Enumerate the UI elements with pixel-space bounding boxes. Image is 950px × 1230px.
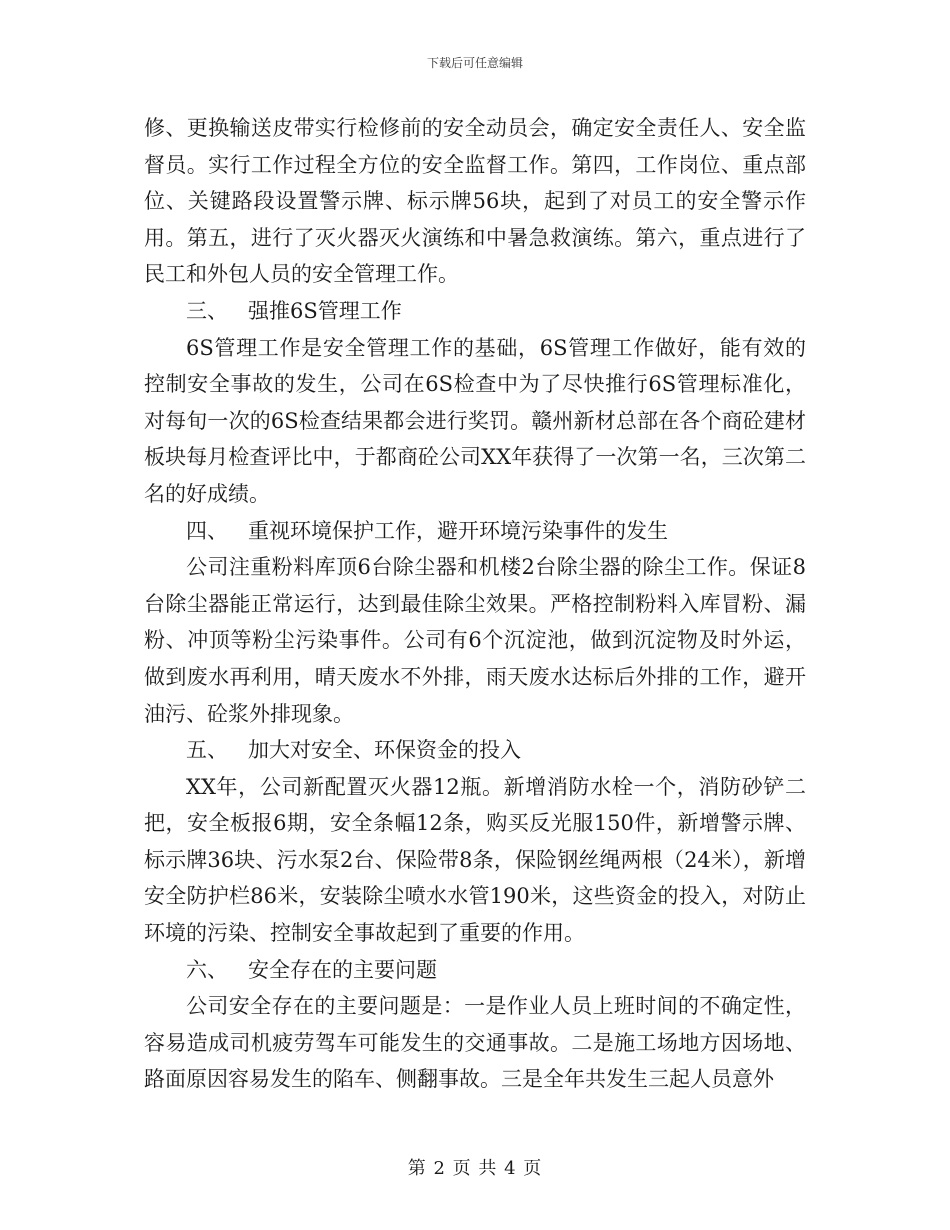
section-title: 强推6S管理工作	[248, 298, 402, 323]
section-heading-4	[144, 513, 806, 550]
section-title: 重视环境保护工作，避开环境污染事件的发生	[248, 518, 668, 543]
page-footer: 第 2 页 共 4 页	[407, 1158, 543, 1179]
section-title: 安全存在的主要问题	[248, 957, 437, 982]
section-number: 六、	[186, 957, 228, 982]
paragraph: 公司注重粉料库顶6台除尘器和机楼2台除尘器的除尘工作。保证8台除尘器能正常运行，达到最佳除尘效果。严格控制粉料入库冒粉、漏粉、冲顶等粉尘污染事件。公司有6个沉淀池，做到沉淀物及时外运，做到废水再利用，晴天废水不外排，雨天废水达标后外排的工作，避开油污、砼浆外排现象。	[144, 555, 806, 726]
section-number: 三、	[186, 298, 228, 323]
paragraph-continued: 修、更换输送皮带实行检修前的安全动员会，确定安全责任人、安全监督员。实行工作过程全方位的安全监督工作。第四，工作岗位、重点部位、关键路段设置警示牌、标示牌56块，起到了对员工的安全警示作用。第五，进行了灭火器灭火演练和中暑急救演练。第六，重点进行了民工和外包人员的安全管理工作。	[144, 116, 806, 287]
section-title: 加大对安全、环保资金的投入	[248, 738, 521, 763]
section-heading-5	[144, 732, 806, 769]
document-body	[144, 110, 806, 1098]
paragraph: XX年，公司新配置灭火器12瓶。新增消防水栓一个，消防砂铲二把，安全板报6期，安全条幅12条，购买反光服150件，新增警示牌、标示牌36块、污水泵2台、保险带8条，保险钢丝绳两根（24米），新增安全防护栏86米，安装除尘喷水水管190米，这些资金的投入，对防止环境的污染、控制安全事故起到了重要的作用。	[144, 774, 806, 946]
page-header: 下载后可任意编辑	[426, 56, 523, 70]
section-number: 五、	[186, 738, 228, 763]
section-heading-6	[144, 952, 806, 989]
section-heading-3	[144, 293, 806, 330]
paragraph: 公司安全存在的主要问题是：一是作业人员上班时间的不确定性，容易造成司机疲劳驾车可能发生的交通事故。二是施工场地方因场地、路面原因容易发生的陷车、侧翻事故。三是全年共发生三起人员意外	[144, 994, 806, 1092]
paragraph: 6S管理工作是安全管理工作的基础，6S管理工作做好，能有效的控制安全事故的发生，公司在6S检查中为了尽快推行6S管理标准化，对每旬一次的6S检查结果都会进行奖罚。赣州新材总部在各个商砼建材板块每月检查评比中，于都商砼公司XX年获得了一次第一名，三次第二名的好成绩。	[144, 335, 806, 506]
section-number: 四、	[186, 518, 228, 543]
